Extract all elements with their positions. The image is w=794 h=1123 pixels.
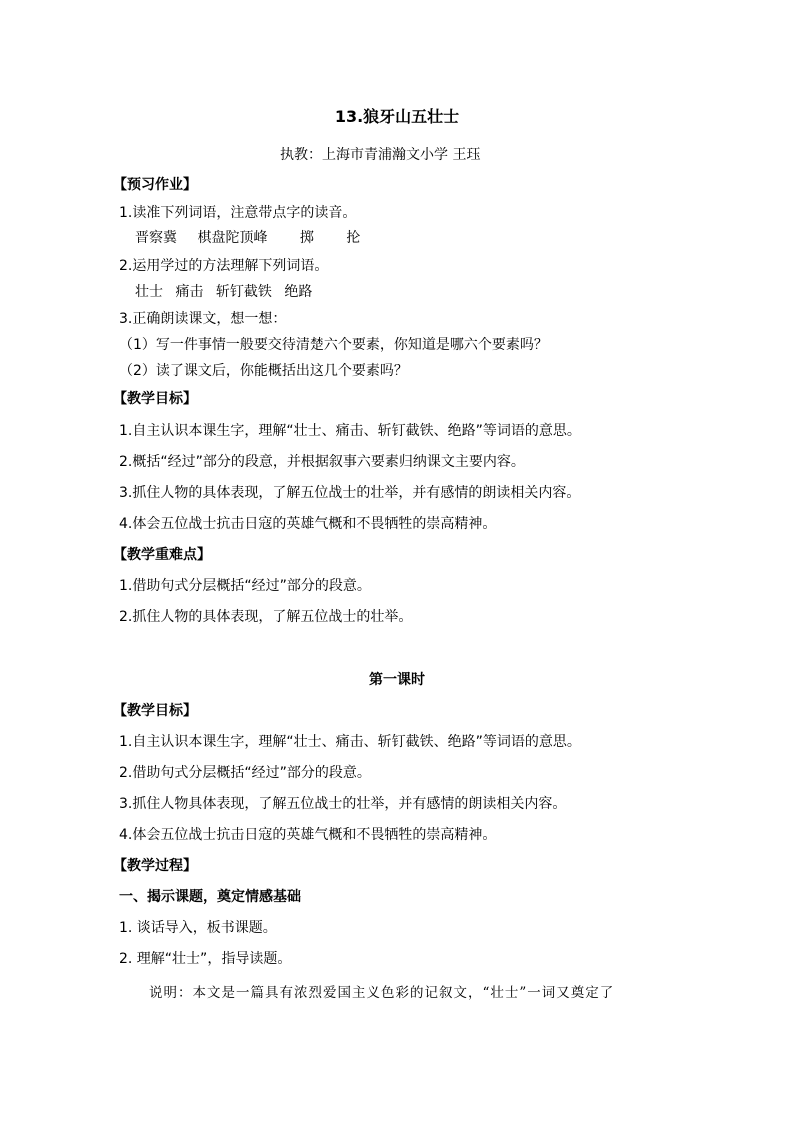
lesson1-title: 第一课时 bbox=[369, 672, 425, 688]
goals-header: 【教学目标】 bbox=[113, 391, 197, 407]
preview-q2-words bbox=[135, 282, 312, 302]
preview-q1: 1.读准下列词语，注意带点字的读音。 bbox=[119, 205, 357, 221]
word: 晋察冀 bbox=[135, 230, 177, 246]
goal-item: 2.概括“经过”部分的段意，并根据叙事六要素归纳课文主要内容。 bbox=[119, 454, 525, 470]
page-title: 13.狼牙山五壮士 bbox=[334, 107, 460, 126]
word: 壮士 bbox=[135, 284, 163, 300]
section-heading: 一、揭示课题，奠定情感基础 bbox=[119, 889, 301, 905]
word: 掷 bbox=[299, 230, 314, 246]
lesson1-goal-item: 1.自主认识本课生字，理解“壮士、痛击、斩钉截铁、绝路”等词语的意思。 bbox=[119, 734, 581, 750]
preview-q3-2: （2）读了课文后，你能概括出这几个要素吗？ bbox=[119, 363, 408, 379]
lesson1-goals-header: 【教学目标】 bbox=[113, 703, 197, 719]
word: 抡 bbox=[346, 230, 361, 246]
goal-item: 1.自主认识本课生字，理解“壮士、痛击、斩钉截铁、绝路”等词语的意思。 bbox=[119, 423, 581, 439]
word: 棋盘陀顶峰 bbox=[197, 230, 268, 246]
preview-q2: 2.运用学过的方法理解下列词语。 bbox=[119, 258, 329, 274]
process-step: 1. 谈话导入，板书课题。 bbox=[119, 920, 277, 936]
word: 痛击 bbox=[175, 284, 204, 300]
note-text: 说明：本文是一篇具有浓烈爱国主义色彩的记叙文，“壮士”一词又奠定了 bbox=[149, 985, 615, 1001]
lesson1-goal-item: 2.借助句式分层概括“经过”部分的段意。 bbox=[119, 765, 371, 781]
preview-q3-1: （1）写一件事情一般要交待清楚六个要素，你知道是哪六个要素吗？ bbox=[119, 337, 548, 353]
author-line: 执教：上海市青浦瀚文小学 王珏 bbox=[280, 147, 481, 163]
keypoint-item: 1.借助句式分层概括“经过”部分的段意。 bbox=[119, 578, 371, 594]
preview-q3: 3.正确朗读课文，想一想： bbox=[119, 311, 287, 327]
lesson1-goal-item: 4.体会五位战士抗击日寇的英雄气概和不畏牺牲的崇高精神。 bbox=[119, 827, 497, 843]
word: 绝路 bbox=[284, 284, 313, 300]
keypoints-header: 【教学重难点】 bbox=[113, 547, 211, 563]
process-header: 【教学过程】 bbox=[113, 858, 197, 874]
lesson1-goal-item: 3.抓住人物具体表现，了解五位战士的壮举，并有感情的朗读相关内容。 bbox=[119, 796, 567, 812]
goal-item: 3.抓住人物的具体表现，了解五位战士的壮举，并有感情的朗读相关内容。 bbox=[119, 485, 581, 501]
keypoint-item: 2.抓住人物的具体表现，了解五位战士的壮举。 bbox=[119, 609, 413, 625]
preview-q1-words bbox=[135, 228, 360, 248]
process-step: 2. 理解“壮士”，指导读题。 bbox=[119, 951, 292, 967]
word: 斩钉截铁 bbox=[215, 284, 272, 300]
preview-header: 【预习作业】 bbox=[113, 177, 197, 193]
goal-item: 4.体会五位战士抗击日寇的英雄气概和不畏牺牲的崇高精神。 bbox=[119, 516, 497, 532]
